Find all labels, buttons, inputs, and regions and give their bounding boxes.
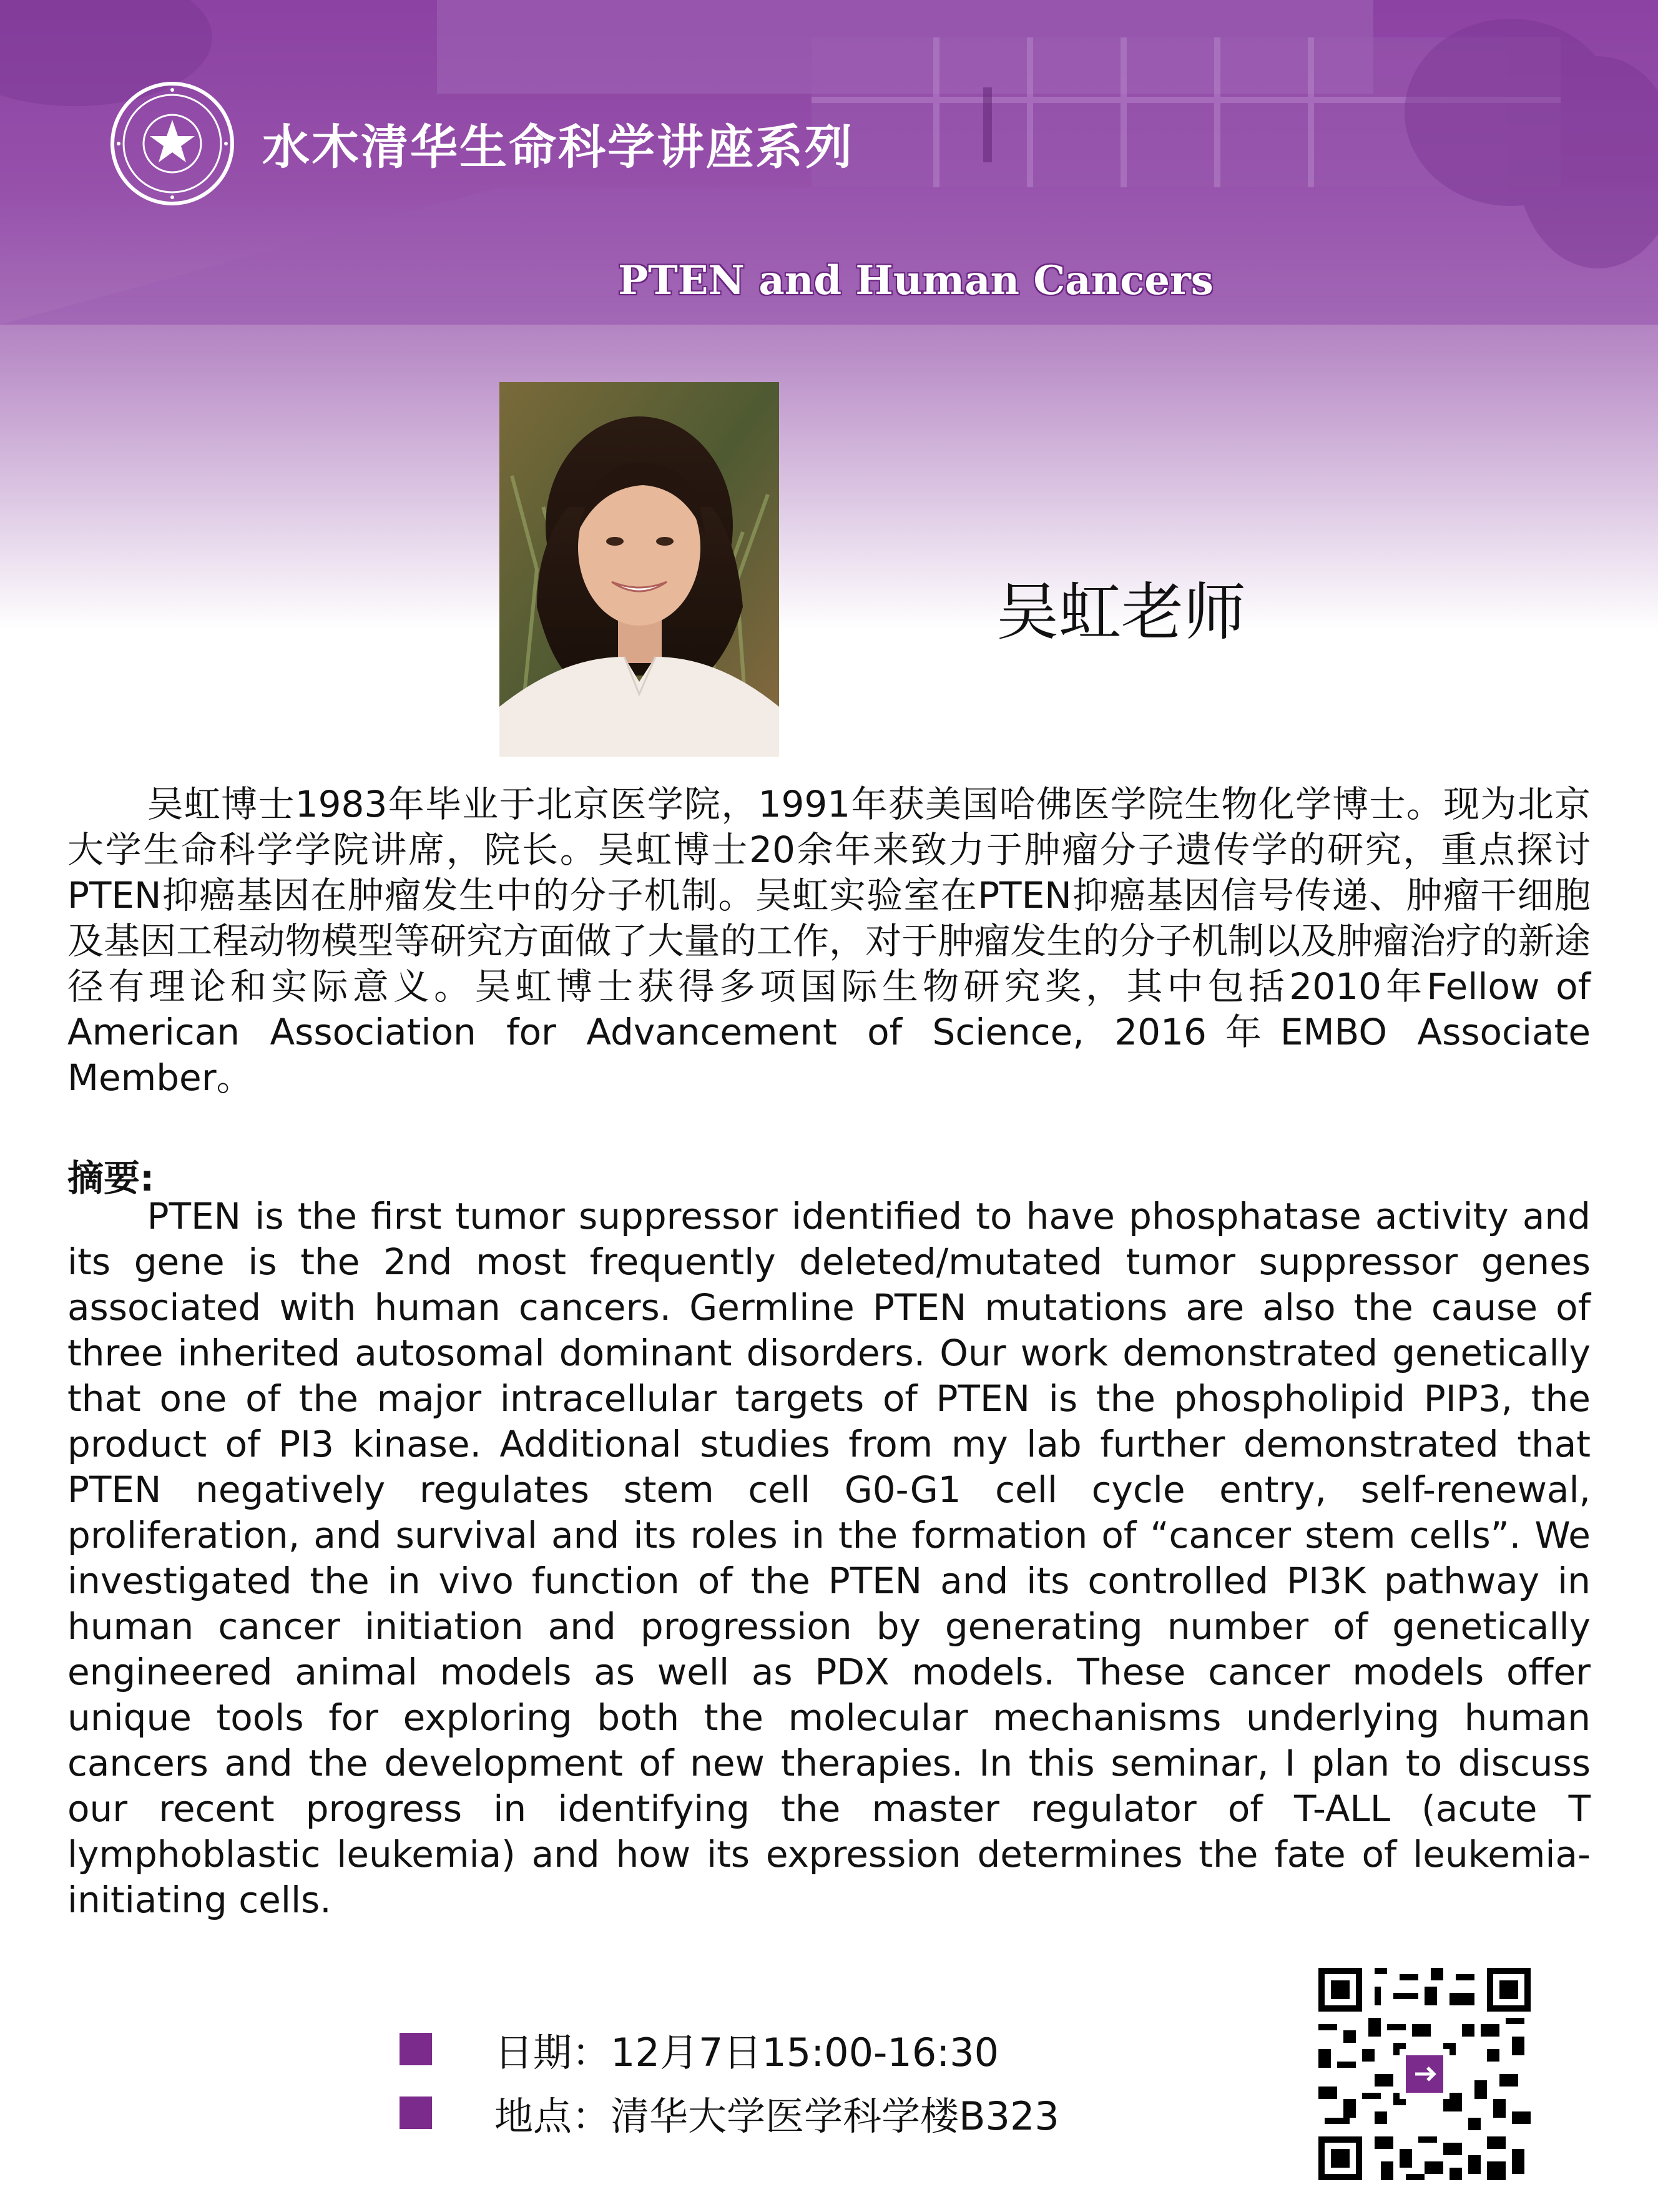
speaker-bio: 吴虹博士1983年毕业于北京医学院，1991年获美国哈佛医学院生物化学博士。现为北京大学生命科学学院讲席，院长。吴虹博士20余年来致力于肿瘤分子遗传学的研究，重点探讨PTEN抑癌基因在肿瘤发生中的分子机制。吴虹实验室在PTEN抑癌基因信号传递、肿瘤干细胞及基因工程动物模型等研究方面做了大量的工作，对于肿瘤发生的分子机制以及肿瘤治疗的新途径有理论和实际意义。吴虹博士获得多项国际生物研究奖，其中包括2010年Fellow of American Association for Advancement of Science, 2016年EMBO Associate Member。 — [67, 783, 1591, 1099]
lecture-series-title: 水木清华生命科学讲座系列 — [262, 119, 854, 175]
abstract-text: PTEN is the first tumor suppressor identified to have phosphatase activity and its gene is the 2nd most frequently deleted/mutated tumor suppressor genes associated with human cancers. Germline PTEN mutations are also the cause of three inherited autosomal dominant disorders. Our work demonstrated genetically that one of the major intracellular targets of PTEN is the phospholipid PIP3, the product of PI3 kinase. Additional studies from my lab further demonstrated that PTEN negatively regulates stem cell G0-G1 cell cycle entry, self-renewal, proliferation, and survival and its roles in the formation of “cancer stem cells”. We investigated the in vivo function of the PTEN and its controlled PI3K pathway in human cancer initiation and progression by generating number of genetically engineered animal models as well as PDX models. These cancer models offer unique tools for exploring both the molecular mechanisms underlying human cancers and the development of new therapies. In this seminar, I plan to discuss our recent progress in identifying the master regulator of T-ALL (acute T lymphoblastic leukemia) and how its expression determines the fate of leukemia-initiating cells. — [67, 1195, 1591, 1921]
square-bullet-icon — [400, 2033, 432, 2065]
speaker-photo — [499, 382, 779, 757]
header-banner — [0, 0, 1658, 643]
location-text: 地点：清华大学医学科学楼B323 — [494, 2093, 1059, 2139]
tsinghua-seal-logo — [110, 81, 235, 206]
speaker-name: 吴虹老师 — [996, 576, 1246, 649]
square-bullet-icon — [400, 2096, 432, 2129]
location-row — [400, 2088, 1059, 2138]
talk-title: PTEN and Human Cancers — [618, 257, 1214, 304]
date-row — [400, 2024, 999, 2074]
qr-code-icon[interactable] — [1318, 1968, 1531, 2180]
abstract-label: 摘要: — [67, 1157, 155, 1199]
date-text: 日期：12月7日15:00-16:30 — [494, 2029, 999, 2075]
